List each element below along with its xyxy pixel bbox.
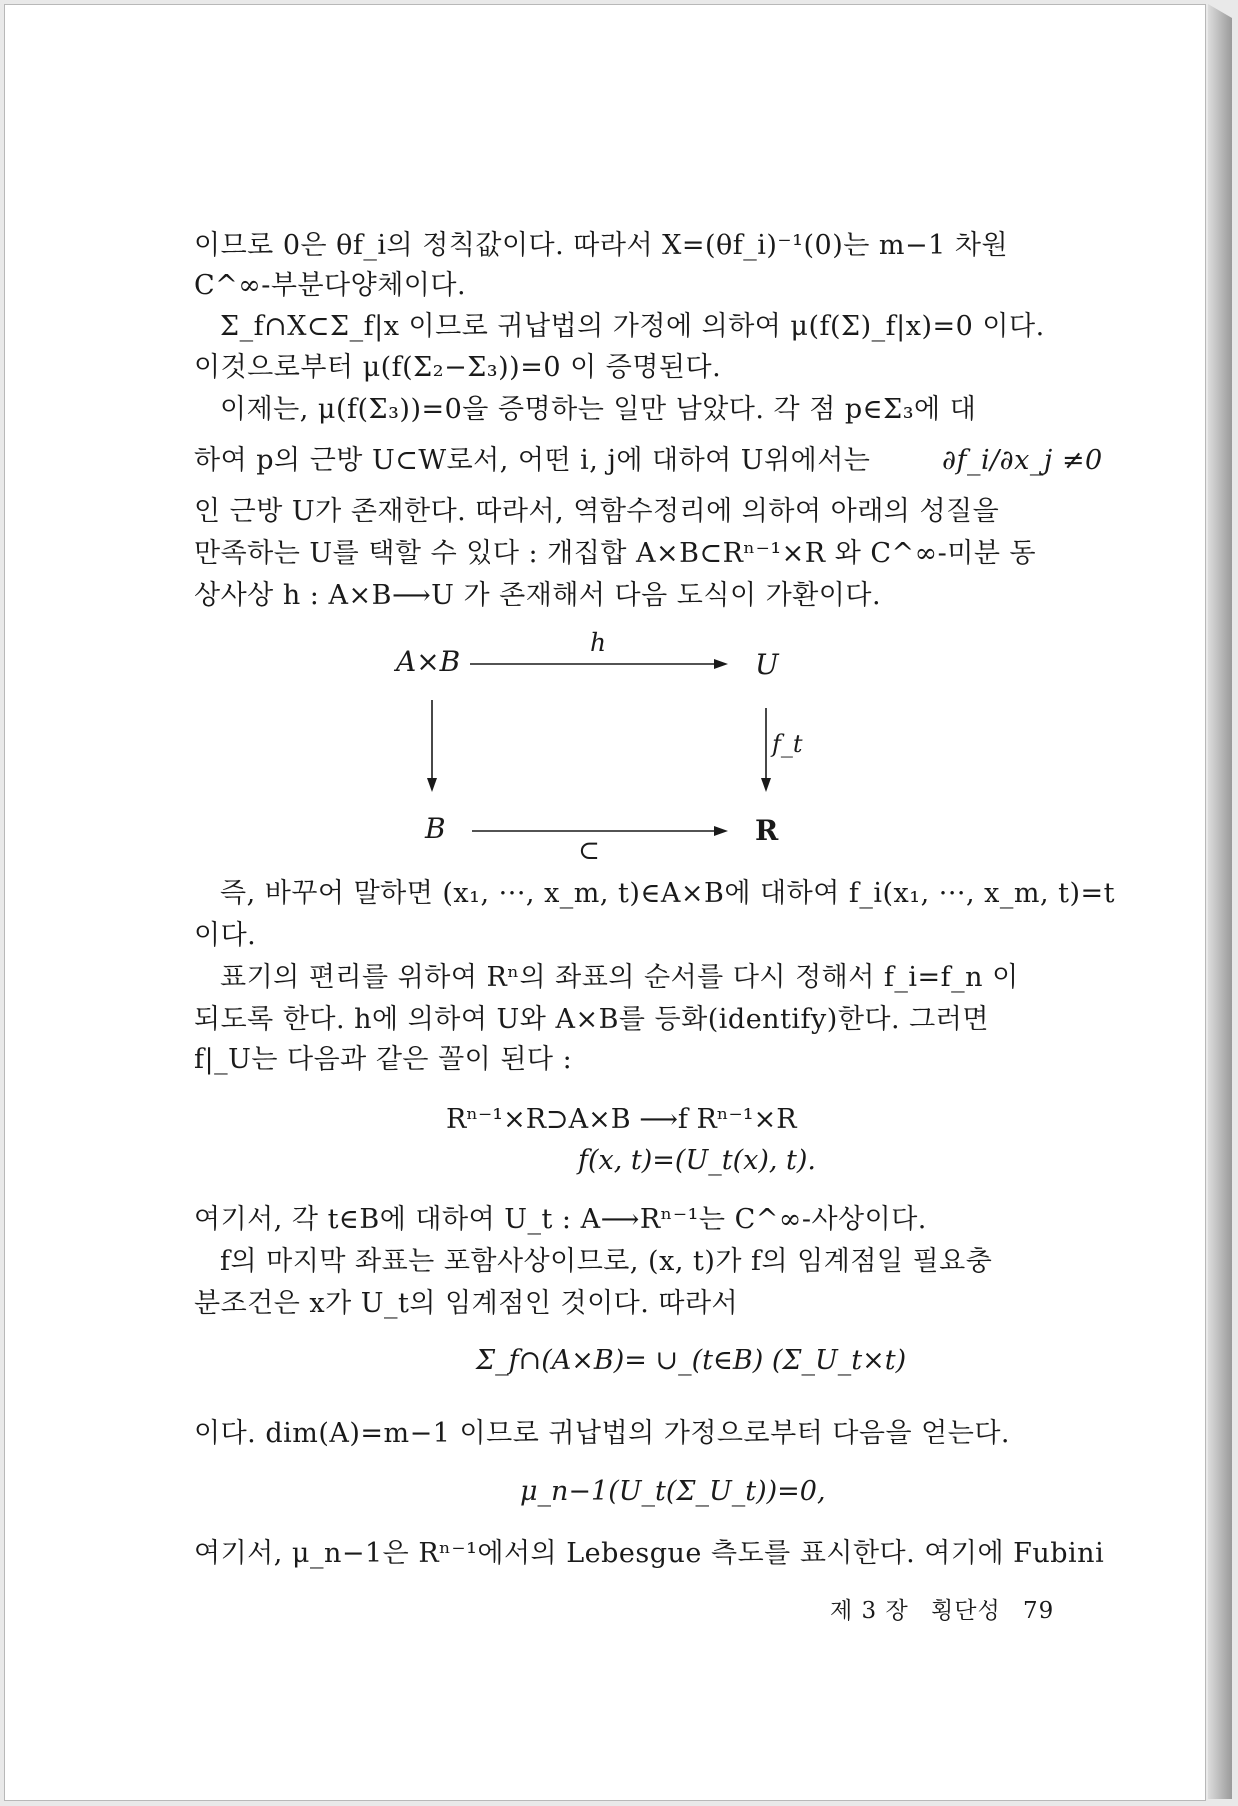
text-line-10: 즉, 바꾸어 말하면 (x₁, ···, x_m, t)∈A×B에 대하여 f_i(x₁, ···, x_m, t)=t [220,878,1116,909]
text-line-8: 만족하는 U를 택할 수 있다 : 개집합 A×B⊂Rⁿ⁻¹×R 와 C^∞-미분 동 [194,538,1037,569]
arrow-right-down-head [761,778,771,792]
arrow-bottom-head [714,826,728,836]
diagram-label-ft: f_t [772,730,803,758]
arrow-left-down-head [427,778,437,792]
diagram-top-left: A×B [396,645,461,678]
text-line-2: C^∞-부분다양체이다. [194,270,467,301]
text-line-3: Σ_f∩X⊂Σ_f|x 이므로 귀납법의 가정에 의하여 μ(f(Σ)_f|x)=0 이다. [220,311,1045,342]
diagram-label-inclusion: ⊂ [578,836,600,866]
text-line-7: 인 근방 U가 존재한다. 따라서, 역함수정리에 의하여 아래의 성질을 [194,496,1000,527]
equation-3: μ_n−1(U_t(Σ_U_t))=0, [520,1476,826,1507]
footer-title: 횡단성 [931,1598,1001,1624]
text-line-6: 하여 p의 근방 U⊂W로서, 어떤 i, j에 대하여 U위에서는 [194,445,871,476]
text-line-17: 분조건은 x가 U_t의 임계점인 것이다. 따라서 [194,1288,739,1319]
diagram-bottom-right: R [755,814,779,847]
text-line-12: 표기의 편리를 위하여 Rⁿ의 좌표의 순서를 다시 정해서 f_i=f_n 이 [220,962,1019,993]
equation-2: Σ_f∩(A×B)= ∪_(t∈B) (Σ_U_t×t) [476,1345,907,1376]
text-line-14: f|_U는 다음과 같은 꼴이 된다 : [194,1044,573,1075]
text-line-16: f의 마지막 좌표는 포함사상이므로, (x, t)가 f의 임계점일 필요충 [220,1246,993,1277]
text-line-4: 이것으로부터 μ(f(Σ₂−Σ₃))=0 이 증명된다. [194,352,722,383]
text-line-1: 이므로 0은 θf_i의 정칙값이다. 따라서 X=(θf_i)⁻¹(0)는 m−1 차원 [194,230,1009,261]
page-number: 79 [1022,1598,1055,1624]
text-line-13: 되도록 한다. h에 의하여 U와 A×B를 등화(identify)한다. 그러면 [194,1004,989,1035]
partial-derivative: ∂f_i/∂x_j ≠0 [942,445,1103,476]
text-line-11: 이다. [194,920,257,951]
text-line-19: 여기서, μ_n−1은 Rⁿ⁻¹에서의 Lebesgue 측도를 표시한다. 여기에 Fubini [194,1538,1105,1569]
text-line-5: 이제는, μ(f(Σ₃))=0을 증명하는 일만 남았다. 각 점 p∈Σ₃에 대 [220,394,977,425]
diagram-bottom-left: B [425,812,446,845]
page-footer [830,1592,1068,1625]
arrow-h-head [714,659,728,669]
footer-chapter: 제 3 장 [830,1598,909,1624]
equation-1-line-2: f(x, t)=(U_t(x), t). [578,1145,816,1176]
text-line-18: 이다. dim(A)=m−1 이므로 귀납법의 가정으로부터 다음을 얻는다. [194,1418,1010,1449]
equation-1-line-1: Rⁿ⁻¹×R⊃A×B ⟶f Rⁿ⁻¹×R [446,1104,797,1135]
text-line-15: 여기서, 각 t∈B에 대하여 U_t : A⟶Rⁿ⁻¹는 C^∞-사상이다. [194,1204,927,1235]
diagram-label-h: h [590,628,607,657]
text-line-9: 상사상 h : A×B⟶U 가 존재해서 다음 도식이 가환이다. [194,580,882,611]
diagram-top-right: U [755,648,779,681]
